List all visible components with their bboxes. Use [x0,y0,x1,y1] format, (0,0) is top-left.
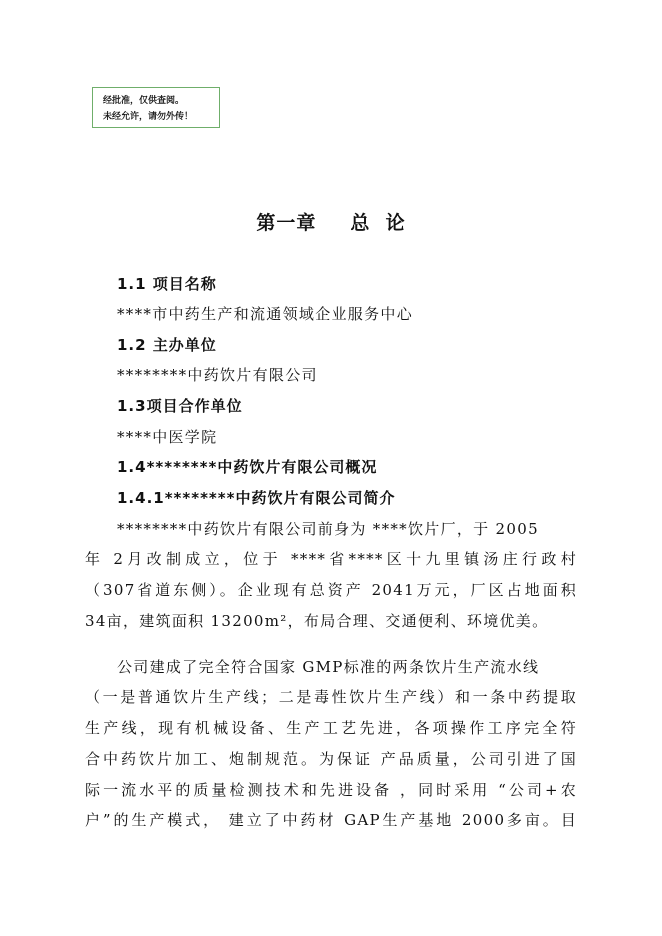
paragraph-2-line-6: 户”的生产模式， 建立了中药材 GAP生产基地 2000多亩。目 [85,811,577,829]
paragraph-2-line-1: 公司建成了完全符合国家 GMP标准的两条饮片生产流水线 [117,658,540,676]
section-1-4-heading: 1.4********中药饮片有限公司概况 [117,458,378,476]
paragraph-1-line-1: ********中药饮片有限公司前身为 ****饮片厂，于 2005 [117,520,539,538]
section-1-2-heading: 1.2 主办单位 [117,336,217,354]
paragraph-2-line-3: 生产线，现有机械设备、生产工艺先进，各项操作工序完全符 [85,719,577,737]
paragraph-1-line-4: 34亩，建筑面积 13200m²，布局合理、交通便利、环境优美。 [85,612,549,630]
paragraph-1-line-3: （307省道东侧）。企业现有总资产 2041万元，厂区占地面积 [85,581,577,599]
chapter-number: 第一章 [256,212,317,234]
chapter-title [0,208,662,235]
confidential-notice-box [92,87,220,128]
section-1-1-heading: 1.1 项目名称 [117,275,217,293]
section-1-4-1-heading: 1.4.1********中药饮片有限公司简介 [117,489,396,507]
section-1-1-text: ****市中药生产和流通领域企业服务中心 [117,305,414,323]
section-1-2-text: ********中药饮片有限公司 [117,366,318,384]
section-1-3-heading: 1.3项目合作单位 [117,397,243,415]
notice-line-2: 未经允许，请勿外传！ [103,112,194,122]
chapter-name: 总 论 [350,212,406,234]
paragraph-2-line-4: 合中药饮片加工、炮制规范。为保证 产品质量，公司引进了国 [85,750,577,768]
paragraph-2-line-5: 际一流水平的质量检测技术和先进设备 ，同时采用 “公司+农 [85,781,577,799]
notice-line-1: 经批准，仅供查阅。 [103,96,185,106]
paragraph-1-line-2: 年 2月改制成立，位于 ****省****区十九里镇汤庄行政村 [85,550,577,568]
paragraph-2-line-2: （一是普通饮片生产线；二是毒性饮片生产线）和一条中药提取 [85,688,577,706]
section-1-3-text: ****中医学院 [117,428,218,446]
